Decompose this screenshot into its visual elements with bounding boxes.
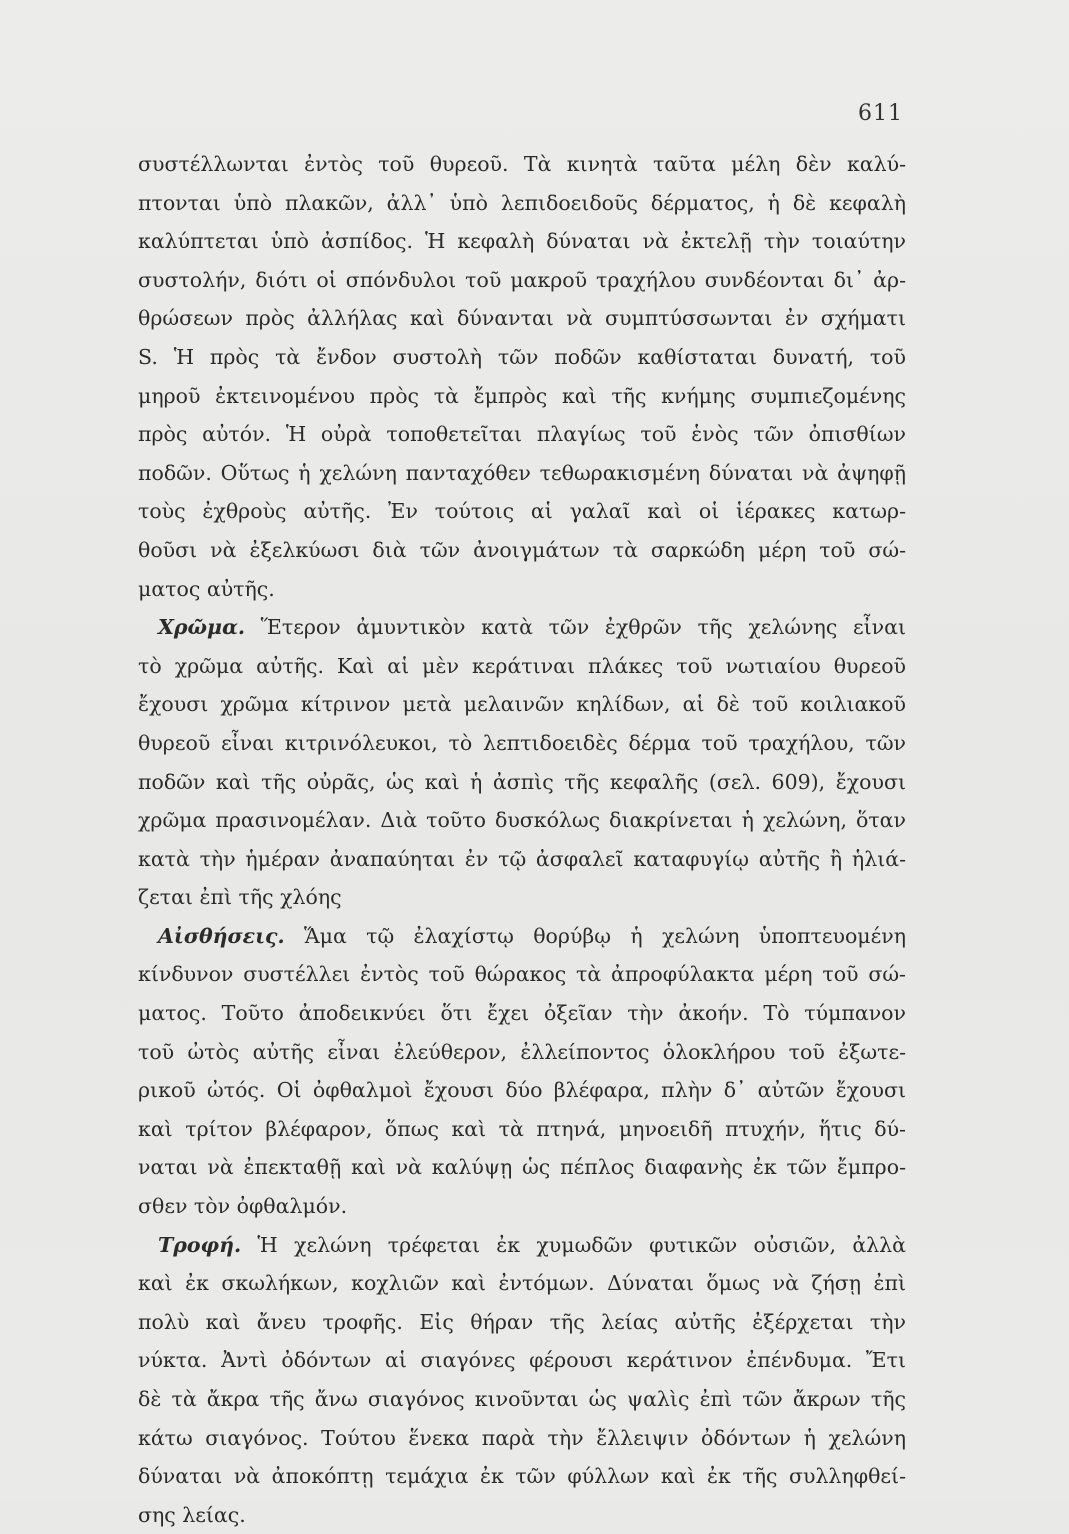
text-line: πολὺ καὶ ἄνευ τροφῆς. Εἰς θήραν τῆς λείας αὐτῆς ἐξέρχεται τὴν xyxy=(138,1309,906,1334)
text-line: θυρεοῦ εἶναι κιτρινόλευκοι, τὸ λεπτιδοειδὲς δέρμα τοῦ τραχήλου, τῶν xyxy=(138,730,906,755)
text-line: χρῶμα πρασινομέλαν. Διὰ τοῦτο δυσκόλως διακρίνεται ἡ χελώνη, ὅταν xyxy=(138,808,906,833)
text-line: σης λείας. xyxy=(138,1502,246,1527)
text-line: ματος αὐτῆς. xyxy=(138,576,275,601)
paragraph-heading-line-color xyxy=(138,608,906,647)
text-line: κάτω σιαγόνος. Τούτου ἕνεκα παρὰ τὴν ἔλλειψιν ὀδόντων ἡ χελώνη xyxy=(138,1425,906,1450)
text-line: ναται νὰ ἐπεκταθῇ καὶ νὰ καλύψῃ ὡς πέπλος διαφανὴς ἐκ τῶν ἔμπρο- xyxy=(138,1155,906,1180)
paragraph-heading-line-senses xyxy=(138,917,906,956)
text-line: καὶ ἐκ σκωλήκων, κοχλιῶν καὶ ἐντόμων. Δύναται ὅμως νὰ ζήσῃ ἐπὶ xyxy=(138,1271,906,1296)
paragraph-heading-line-food xyxy=(138,1226,906,1265)
text-line: ἔχουσι χρῶμα κίτρινον μετὰ μελαινῶν κηλίδων, αἱ δὲ τοῦ κοιλιακοῦ xyxy=(138,692,906,717)
section-heading-senses: Αἰσθήσεις. xyxy=(158,923,285,948)
text-line: ρικοῦ ὠτός. Οἱ ὀφθαλμοὶ ἔχουσι δύο βλέφαρα, πλὴν δ᾽ αὐτῶν ἔχουσι xyxy=(138,1078,906,1103)
text-line: καλύπτεται ὑπὸ ἀσπίδος. Ἡ κεφαλὴ δύναται νὰ ἐκτελῇ τὴν τοιαύτην xyxy=(138,229,906,254)
text-line: τοὺς ἐχθροὺς αὐτῆς. Ἐν τούτοις αἱ γαλαῖ καὶ οἱ ἱέρακες κατωρ- xyxy=(138,499,906,524)
section-heading-food: Τροφή. xyxy=(158,1232,242,1257)
text-line: δὲ τὰ ἄκρα τῆς ἄνω σιαγόνος κινοῦνται ὡς ψαλὶς ἐπὶ τῶν ἄκρων τῆς xyxy=(138,1387,906,1411)
text-line: κίνδυνον συστέλλει ἐντὸς τοῦ θώρακος τὰ ἀπροφύλακτα μέρη τοῦ σώ- xyxy=(138,962,906,987)
text-line: πτονται ὑπὸ πλακῶν, ἀλλ᾽ ὑπὸ λεπιδοειδοῦς δέρματος, ἡ δὲ κεφαλὴ xyxy=(138,190,906,215)
page-number: 611 xyxy=(858,101,903,126)
text-line: ζεται ἐπὶ τῆς χλόης xyxy=(138,885,342,910)
text-line: ματος. Τοῦτο ἀποδεικνύει ὅτι ἔχει ὀξεῖαν τὴν ἀκοήν. Τὸ τύμπανον xyxy=(138,1001,906,1026)
text-line: S. Ἡ πρὸς τὰ ἔνδον συστολὴ τῶν ποδῶν καθίσταται δυνατή, τοῦ xyxy=(138,344,906,369)
text-line: συστέλλωνται ἐντὸς τοῦ θυρεοῦ. Τὰ κινητὰ ταῦτα μέλη δὲν καλύ- xyxy=(138,152,906,176)
text-line: πρὸς αὐτόν. Ἡ οὐρὰ τοποθετεῖται πλαγίως τοῦ ἑνὸς τῶν ὀπισθίων xyxy=(138,422,906,447)
text-line: νύκτα. Ἀντὶ ὀδόντων αἱ σιαγόνες φέρουσι κεράτινον ἐπένδυμα. Ἔτι xyxy=(138,1348,906,1373)
text-line: θρώσεων πρὸς ἀλλήλας καὶ δύνανται νὰ συμπτύσσωνται ἐν σχήματι xyxy=(138,306,906,331)
text-line: θοῦσι νὰ ἐξελκύωσι διὰ τῶν ἀνοιγμάτων τὰ σαρκώδη μέρη τοῦ σώ- xyxy=(138,537,906,562)
text-line: τὸ χρῶμα αὐτῆς. Καὶ αἱ μὲν κεράτιναι πλάκες τοῦ νωτιαίου θυρεοῦ xyxy=(138,653,906,678)
section-heading-color: Χρῶμα. xyxy=(158,615,245,640)
text-line: μηροῦ ἐκτεινομένου πρὸς τὰ ἔμπρὸς καὶ τῆς κνήμης συμπιεζομένης xyxy=(138,383,906,408)
text-line: δύναται νὰ ἀποκόπτῃ τεμάχια ἐκ τῶν φύλλων καὶ ἐκ τῆς συλληφθεί- xyxy=(138,1464,906,1489)
heading-line-text: Ἡ χελώνη τρέφεται ἐκ χυμωδῶν φυτικῶν οὐσιῶν, ἀλλὰ xyxy=(241,1232,906,1257)
text-line: κατὰ τὴν ἡμέραν ἀναπαύηται ἐν τῷ ἀσφαλεῖ καταφυγίῳ αὐτῆς ἢ ἡλιά- xyxy=(138,846,906,871)
text-line: ποδῶν καὶ τῆς οὐρᾶς, ὡς καὶ ἡ ἀσπὶς τῆς κεφαλῆς (σελ. 609), ἔχουσι xyxy=(138,769,906,794)
text-line: ποδῶν. Οὕτως ἡ χελώνη πανταχόθεν τεθωρακισμένη δύναται νὰ ἀψηφῇ xyxy=(138,460,906,485)
text-line: καὶ τρίτον βλέφαρον, ὅπως καὶ τὰ πτηνά, μηνοειδῆ πτυχήν, ἥτις δύ- xyxy=(138,1116,906,1141)
text-line: συστολήν, διότι οἱ σπόνδυλοι τοῦ μακροῦ τραχήλου συνδέονται δι᾽ ἀρ- xyxy=(138,267,906,292)
body-text xyxy=(138,145,906,1534)
text-line: σθεν τὸν ὀφθαλμόν. xyxy=(138,1194,348,1219)
heading-line-text: Ἅμα τῷ ἐλαχίστῳ θορύβῳ ἡ χελώνη ὑποπτευομένη xyxy=(284,923,906,948)
heading-line-text: Ἕτερον ἀμυντικὸν κατὰ τῶν ἐχθρῶν τῆς χελώνης εἶναι xyxy=(244,615,906,640)
text-line: τοῦ ὠτὸς αὐτῆς εἶναι ἐλεύθερον, ἐλλείποντος ὁλοκλήρου τοῦ ἐξωτε- xyxy=(138,1039,906,1064)
